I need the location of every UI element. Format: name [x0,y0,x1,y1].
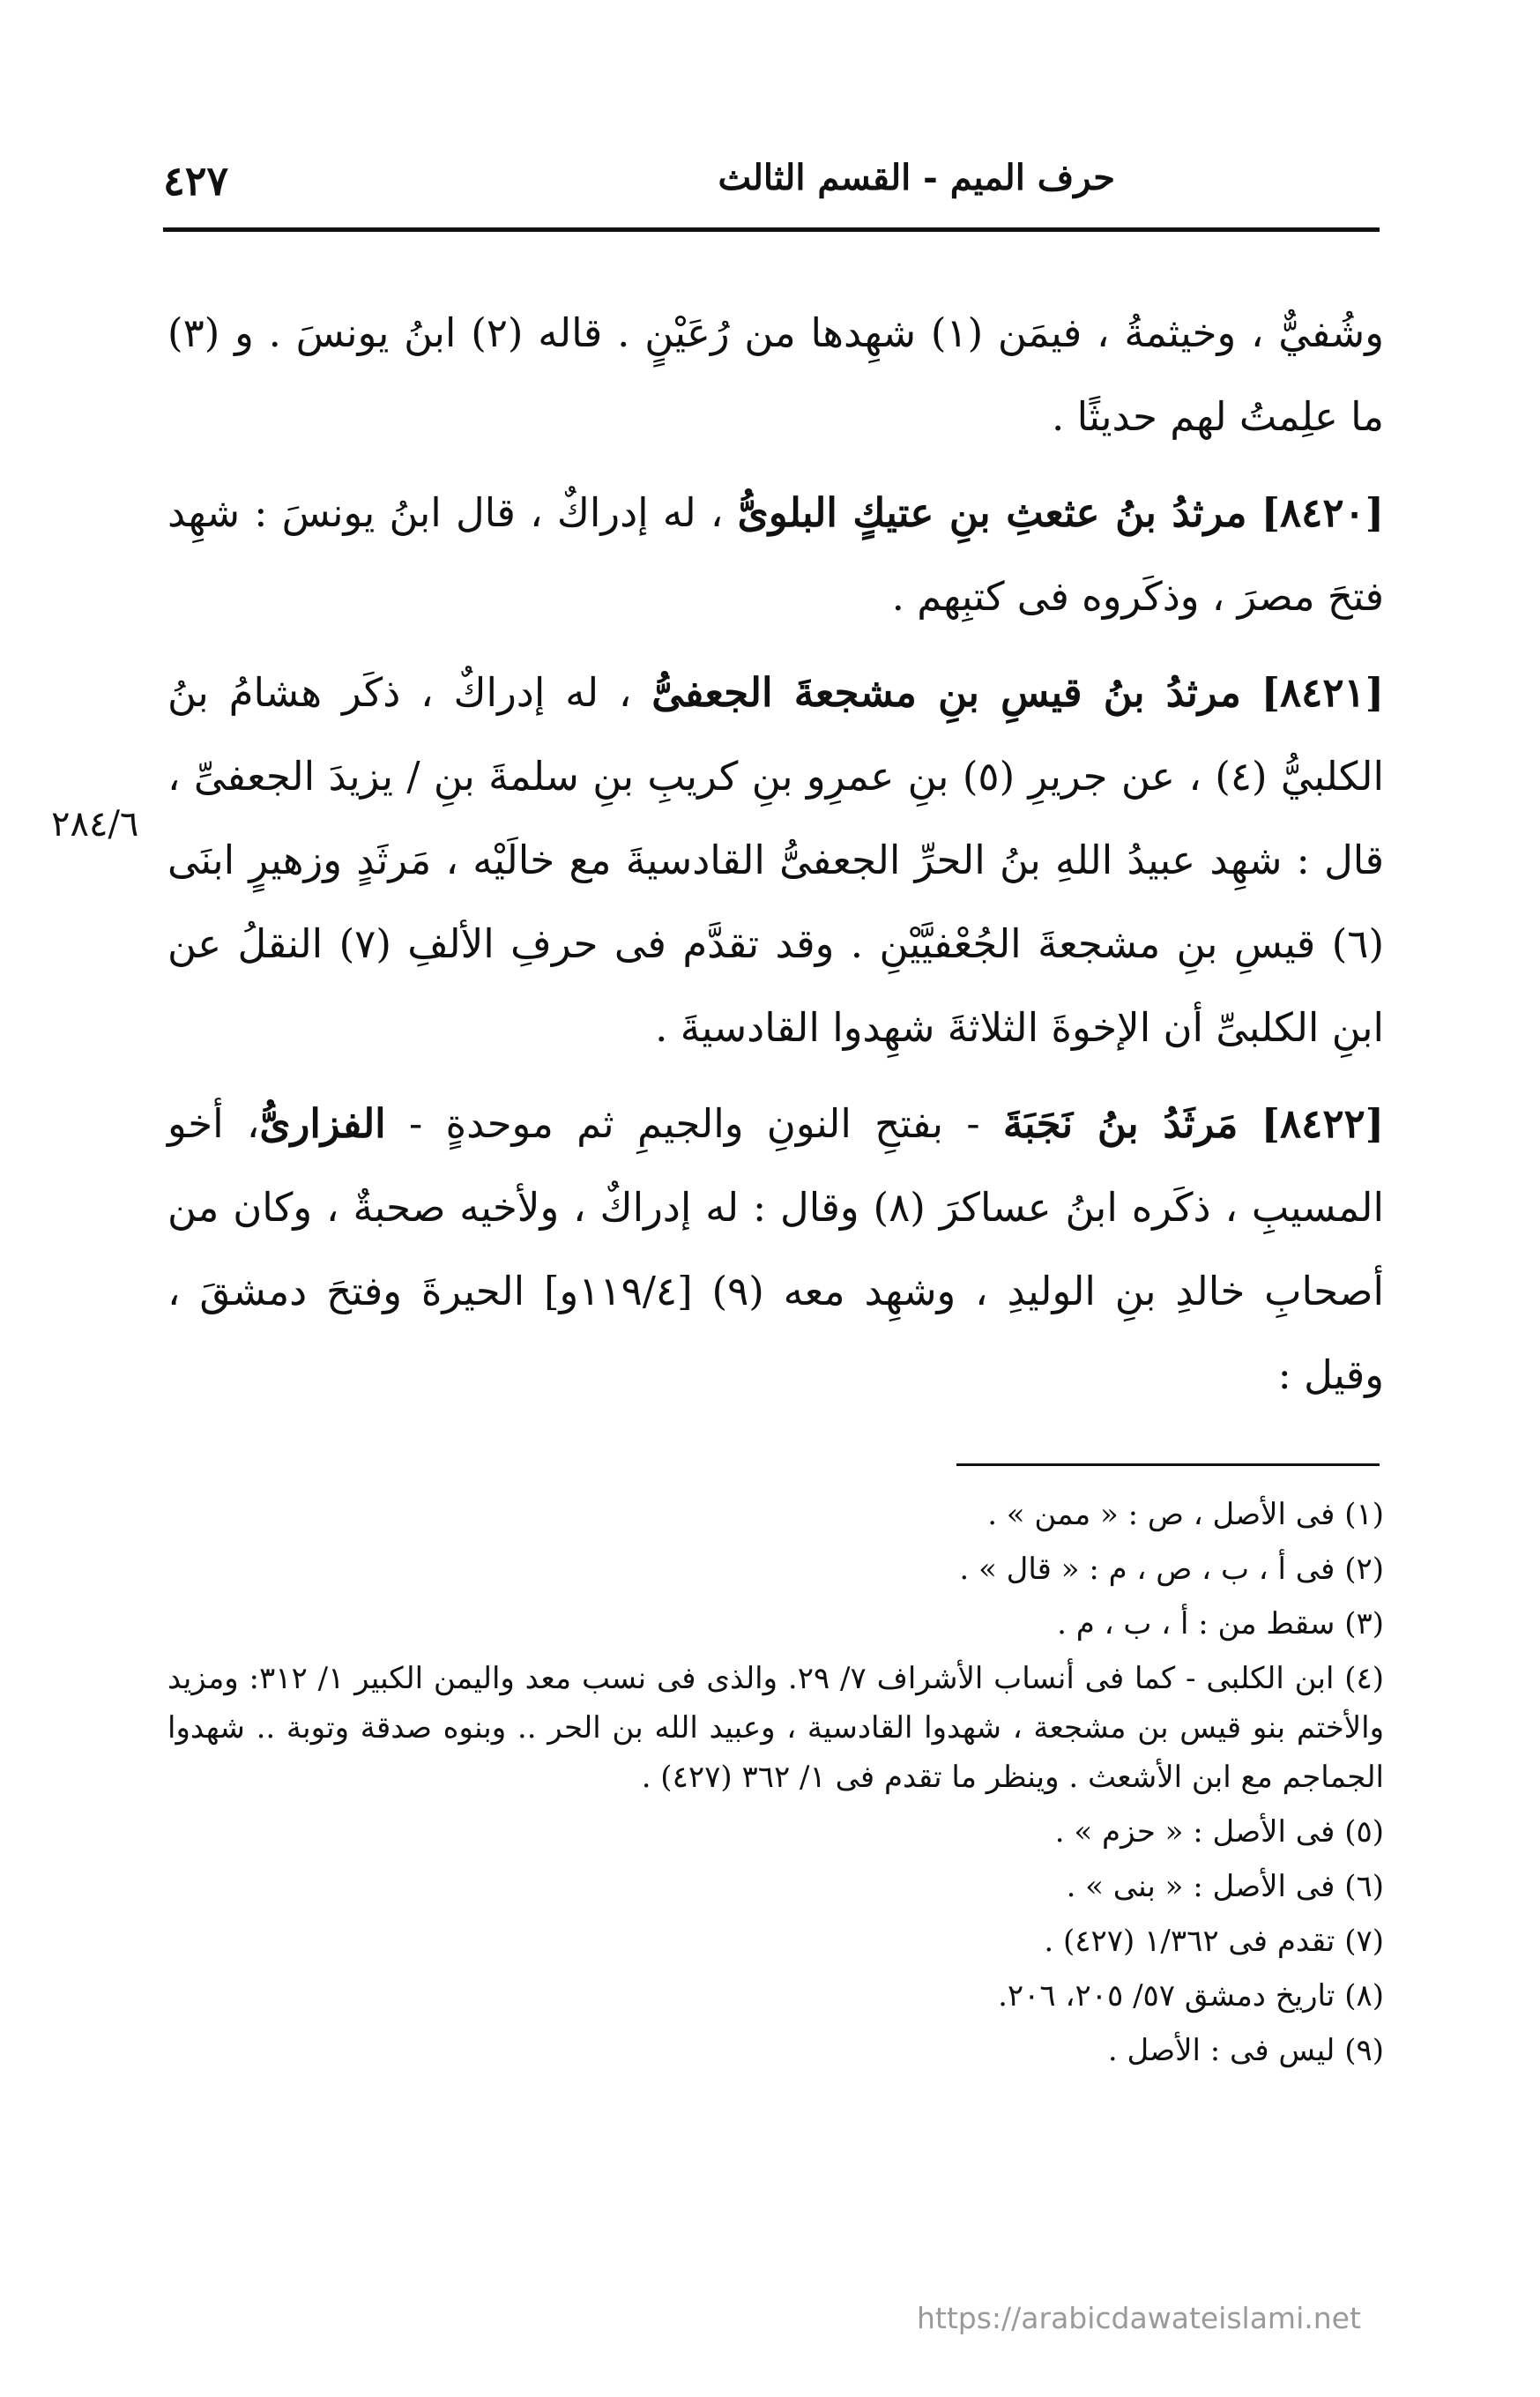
footnote: (٩) ليس فى : الأصل . [1107,2033,1384,2068]
footnotes [167,1490,1384,2081]
running-title: حرف الميم - القسم الثالث [718,157,1115,198]
paragraph: المسيبِ ، ذكَره ابنُ عساكرَ (٨) وقال : له إدراكٌ ، ولأخيه صحبةٌ ، وكان من أصحابِ خالدِ بنِ الوليدِ ، وشهِد معه (٩) [١١٩/٤و] الحيرةَ وفتحَ دمشقَ ، وقيل : [167,1184,1384,1398]
entry-8420 [167,471,1384,638]
footnote: (٧) تقدم فى ١/٣٦٢ (٤٢٧) . [1044,1924,1384,1959]
header-rule [163,227,1380,232]
entry-text: ، له إدراكٌ ، ذكَر هشامُ بنُ [167,669,632,716]
paragraph: شهِد فتحَ مصرَ ، وذكَروه فى كتبِهم . [167,489,1384,620]
watermark-url: https://arabicdawateislami.net [917,2301,1361,2335]
main-text [167,291,1384,1429]
entry-name: مرثدُ بنُ قيسِ بنِ مشجعةَ الجعفىُّ [651,669,1241,716]
page-header [163,157,1380,210]
entry-number: [٨٤٢٢] [1261,1100,1384,1147]
entry-name: مَرثَدُ بنُ نَجَبَةَ [1002,1100,1239,1147]
footnote-rule [956,1463,1380,1466]
margin-reference: ٢٨٤/٦ [51,804,139,845]
footnote: (٨) تاريخ دمشق ٥٧/ ٢٠٥، ٢٠٦. [998,1978,1384,2014]
entry-nisba: الفزارىُّ [259,1100,386,1147]
entry-name: مرثدُ بنُ عثعثِ بنِ عتيكٍ البلوىُّ [737,489,1247,536]
paragraph: وشُفيٌّ ، وخيثمةُ ، فيمَن (١) شهِدها من رُعَيْنٍ . قاله (٢) ابنُ يونسَ . و (٣) ما علِمتُ لهم حديثًا . [167,309,1384,440]
entry-gloss: - بفتحِ النونِ والجيمِ ثم موحدةٍ - [408,1100,980,1147]
footnote: (٤) ابن الكلبى - كما فى أنساب الأشراف ٧/ ٢٩. والذى فى نسب معد واليمن الكبير ١/ ٣١٢: ومزيد والأختم بنو قيس بن مشجعة ، شهدوا القادسية ، وعبيد الله بن الحر .. وبنوه صدقة وتوبة .. شهدوا الجماجم مع ابن الأشعث . وينظر ما تقدم فى ١/ ٣٦٢ (٤٢٧) . [167,1661,1385,1795]
footnote: (٥) فى الأصل : « حزم » . [1054,1814,1384,1850]
footnote: (١) فى الأصل ، ص : « ممن » . [987,1497,1384,1532]
page-number: ٤٢٧ [163,157,229,205]
entry-number: [٨٤٢٠] [1261,489,1384,536]
footnote: (٦) فى الأصل : « بنى » . [1066,1869,1384,1904]
entry-text: ، له إدراكٌ ، قال ابنُ يونسَ : [254,489,724,536]
entry-8421 [167,651,1384,1069]
entry-8422 [167,1082,1384,1417]
entry-number: [٨٤٢١] [1261,669,1384,716]
footnote: (٣) سقط من : أ ، ب ، م . [1057,1606,1384,1641]
footnote: (٢) فى أ ، ب ، ص ، م : « قال » . [959,1552,1384,1587]
entry-text: ، أخو [167,1100,260,1147]
paragraph: الكلبيُّ (٤) ، عن جريرِ (٥) بنِ عمرِو بنِ كريبِ بنِ سلمةَ بنِ / يزيدَ الجعفىِّ ، قال : شهِد عبيدُ اللهِ بنُ الحرِّ الجعفىُّ القادسيةَ مع خالَيْه ، مَرثَدٍ وزهيرٍ ابنَى (٦) قيسِ بنِ مشجعةَ الجُعْفيَّيْنِ . وقد تقدَّم فى حرفِ الألفِ (٧) النقلُ عن ابنِ الكلبىِّ أن الإخوةَ الثلاثةَ شهِدوا القادسيةَ . [167,753,1385,1051]
